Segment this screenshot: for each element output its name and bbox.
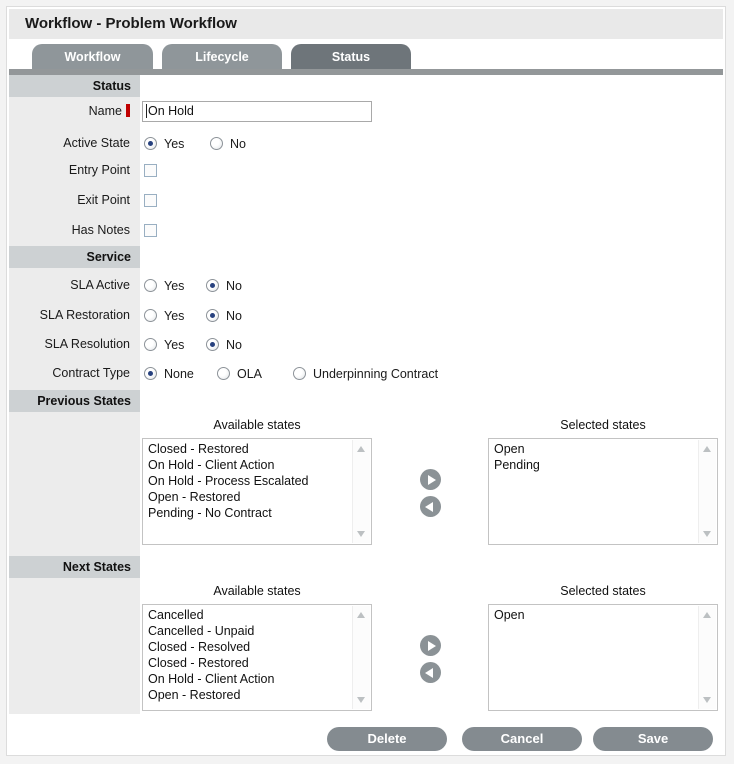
sla-active-no-label: No (226, 278, 242, 293)
previous-selected-states-listbox[interactable] (488, 438, 718, 545)
entry-point-checkbox[interactable] (144, 164, 157, 177)
tab-workflow[interactable]: Workflow (32, 44, 153, 69)
contract-type-underpinning-radio[interactable] (293, 367, 306, 380)
next-selected-states-label: Selected states (560, 584, 646, 598)
contract-type-label: Contract Type (52, 366, 130, 380)
delete-button[interactable]: Delete (327, 727, 447, 751)
list-option[interactable]: On Hold - Process Escalated (148, 474, 309, 488)
sla-restoration-yes-label: Yes (164, 308, 185, 323)
exit-point-checkbox[interactable] (144, 194, 157, 207)
required-marker (126, 104, 130, 117)
sla-resolution-yes-option (144, 337, 184, 352)
has-notes-checkbox[interactable] (144, 224, 157, 237)
sla-restoration-yes-radio[interactable] (144, 309, 157, 322)
scrollbar[interactable] (698, 606, 716, 709)
previous-available-states-label: Available states (213, 418, 301, 432)
scroll-down-icon[interactable] (357, 697, 365, 703)
page-title: Workflow - Problem Workflow (9, 9, 723, 39)
sla-active-no-radio[interactable] (206, 279, 219, 292)
contract-type-ola-option (217, 366, 262, 381)
scrollbar[interactable] (698, 440, 716, 543)
list-option[interactable]: Closed - Restored (148, 656, 249, 670)
workflow-editor-window (6, 6, 726, 756)
previous-available-states-listbox[interactable] (142, 438, 372, 545)
contract-type-none-radio[interactable] (144, 367, 157, 380)
list-option[interactable]: On Hold - Client Action (148, 458, 275, 472)
active-state-yes-option (144, 136, 184, 151)
right-arrow-icon (428, 475, 436, 485)
cancel-button[interactable]: Cancel (462, 727, 582, 751)
section-header-next-states: Next States (9, 556, 140, 578)
contract-type-none-option (144, 366, 194, 381)
tab-bar (32, 44, 411, 69)
name-label-text: Name (88, 104, 122, 118)
previous-move-left-button[interactable] (420, 496, 441, 517)
section-header-status: Status (9, 75, 140, 97)
scroll-down-icon[interactable] (703, 531, 711, 537)
list-option[interactable]: Open - Restored (148, 688, 241, 702)
name-input-value: On Hold (148, 104, 194, 118)
list-option[interactable]: Open (494, 608, 525, 622)
active-state-no-label: No (230, 136, 246, 151)
save-button[interactable]: Save (593, 727, 713, 751)
list-option[interactable]: Pending - No Contract (148, 506, 272, 520)
scroll-up-icon[interactable] (357, 446, 365, 452)
next-selected-states-items (492, 607, 697, 708)
next-available-states-items (146, 607, 351, 708)
section-header-previous-states: Previous States (9, 390, 140, 412)
scrollbar[interactable] (352, 440, 370, 543)
sla-resolution-yes-radio[interactable] (144, 338, 157, 351)
scroll-up-icon[interactable] (357, 612, 365, 618)
has-notes-option (144, 223, 157, 238)
sla-restoration-no-radio[interactable] (206, 309, 219, 322)
list-option[interactable]: On Hold - Client Action (148, 672, 275, 686)
active-state-no-option (210, 136, 246, 151)
contract-type-underpinning-option (293, 366, 438, 381)
name-input[interactable] (142, 101, 372, 122)
next-available-states-listbox[interactable] (142, 604, 372, 711)
sla-resolution-no-radio[interactable] (206, 338, 219, 351)
sla-active-yes-label: Yes (164, 278, 185, 293)
sla-resolution-label: SLA Resolution (44, 337, 130, 351)
right-arrow-icon (428, 641, 436, 651)
active-state-yes-label: Yes (164, 136, 185, 151)
sla-active-label: SLA Active (70, 278, 130, 292)
previous-available-states-items (146, 441, 351, 542)
left-arrow-icon (425, 502, 433, 512)
next-selected-states-listbox[interactable] (488, 604, 718, 711)
sla-resolution-yes-label: Yes (164, 337, 185, 352)
list-option[interactable]: Closed - Resolved (148, 640, 251, 654)
previous-move-right-button[interactable] (420, 469, 441, 490)
sla-restoration-yes-option (144, 308, 184, 323)
next-move-right-button[interactable] (420, 635, 441, 656)
sla-resolution-no-label: No (226, 337, 242, 352)
sla-active-yes-radio[interactable] (144, 279, 157, 292)
exit-point-label: Exit Point (77, 193, 130, 207)
scroll-up-icon[interactable] (703, 446, 711, 452)
list-option[interactable]: Cancelled - Unpaid (148, 624, 255, 638)
previous-selected-states-label: Selected states (560, 418, 646, 432)
sla-active-no-option (206, 278, 242, 293)
sla-restoration-no-label: No (226, 308, 242, 323)
scroll-down-icon[interactable] (357, 531, 365, 537)
list-option[interactable]: Closed - Restored (148, 442, 249, 456)
sla-active-yes-option (144, 278, 184, 293)
previous-selected-states-items (492, 441, 697, 542)
contract-type-ola-label: OLA (237, 366, 263, 381)
tab-status[interactable]: Status (291, 44, 411, 69)
contract-type-underpinning-label: Underpinning Contract (313, 366, 439, 381)
sla-resolution-no-option (206, 337, 242, 352)
scroll-up-icon[interactable] (703, 612, 711, 618)
name-label (9, 104, 130, 119)
active-state-yes-radio[interactable] (144, 137, 157, 150)
contract-type-ola-radio[interactable] (217, 367, 230, 380)
sla-restoration-no-option (206, 308, 242, 323)
scroll-down-icon[interactable] (703, 697, 711, 703)
entry-point-option (144, 163, 157, 178)
list-option[interactable]: Cancelled (148, 608, 204, 622)
entry-point-label: Entry Point (68, 163, 130, 177)
left-arrow-icon (425, 668, 433, 678)
has-notes-label: Has Notes (71, 223, 130, 237)
next-move-left-button[interactable] (420, 662, 441, 683)
list-option[interactable]: Open (494, 442, 525, 456)
active-state-no-radio[interactable] (210, 137, 223, 150)
contract-type-none-label: None (164, 366, 194, 381)
tab-lifecycle[interactable]: Lifecycle (162, 44, 282, 69)
active-state-label: Active State (63, 136, 130, 150)
scrollbar[interactable] (352, 606, 370, 709)
section-header-service: Service (9, 246, 140, 268)
list-option[interactable]: Open - Restored (148, 490, 241, 504)
exit-point-option (144, 193, 157, 208)
list-option[interactable]: Pending (494, 458, 540, 472)
sla-restoration-label: SLA Restoration (39, 308, 130, 322)
next-available-states-label: Available states (213, 584, 301, 598)
